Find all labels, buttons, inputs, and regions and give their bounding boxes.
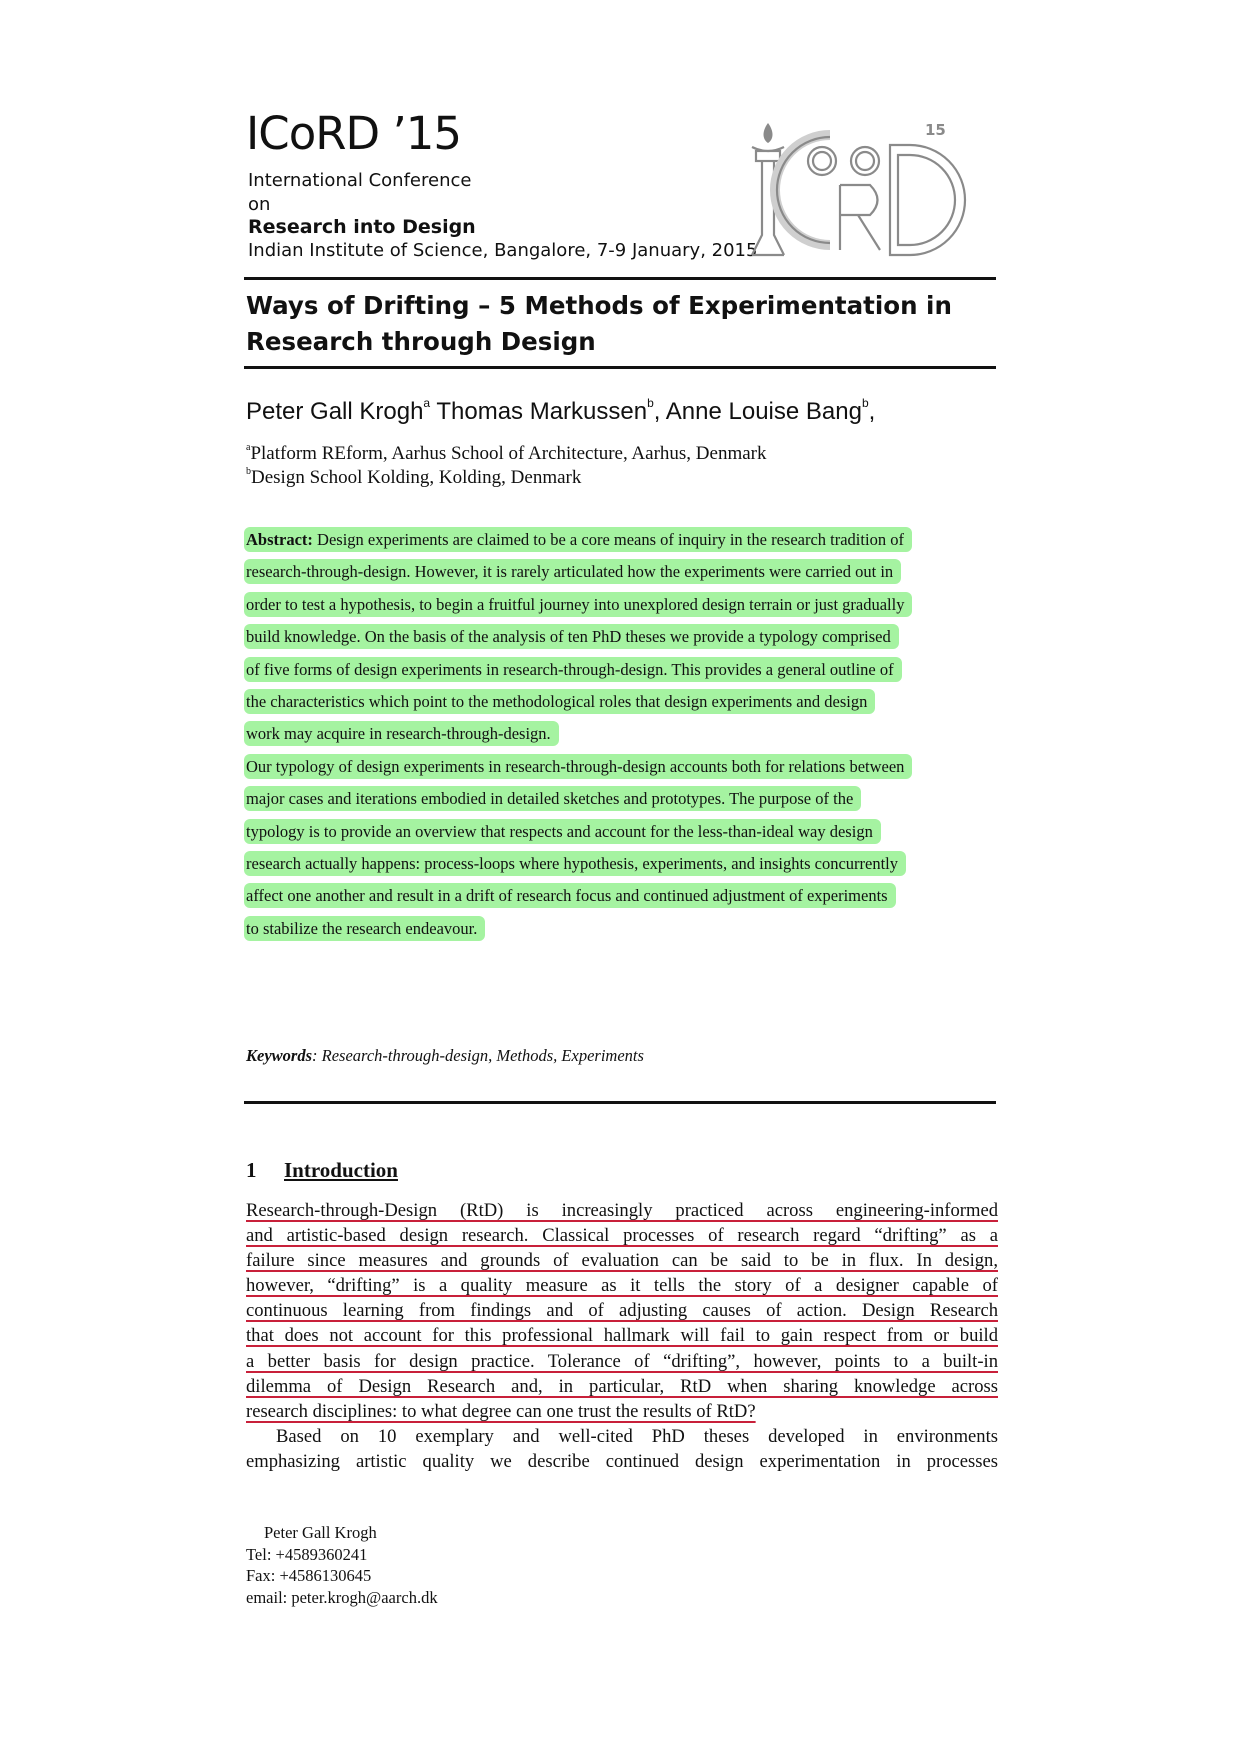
abstract-line [244,654,1014,686]
affiliation [246,442,767,465]
abstract-line [244,848,1014,880]
icord-logo-icon [740,115,990,260]
author-separator: , [868,398,876,425]
underlined-line: research disciplines: to what degree can one trust the results of RtD? [246,1400,756,1422]
abstract-line [244,913,1014,945]
highlighted-text: the characteristics which point to the methodological roles that design experiments and design [244,689,875,714]
affiliation-text: Design School Kolding, Kolding, Denmark [251,467,582,488]
author-name: Anne Louise Bang [665,398,862,425]
highlighted-text: major cases and iterations embodied in detailed sketches and prototypes. The purpose of the [244,786,861,811]
highlighted-text: order to test a hypothesis, to begin a fruitful journey into unexplored design terrain or just gradually [244,592,912,617]
abstract-line-text: Design experiments are claimed to be a core means of inquiry in the research tradition of [312,530,904,549]
author-affiliation-mark: b [647,396,654,410]
abstract-line [244,816,1014,848]
section-heading: Introduction [284,1158,398,1182]
author-affiliation-mark: b [861,396,869,410]
highlighted-text: affect one another and result in a drift of research focus and continued adjustment of experiments [244,883,896,908]
highlighted-text: typology is to provide an overview that respects and account for the less-than-ideal way design [244,819,881,844]
abstract-line [244,718,1014,750]
header-divider [244,277,996,280]
introduction-body [246,1198,998,1474]
paper-title: Ways of Drifting – 5 Methods of Experimentation in Research through Design [246,291,952,356]
section-number: 1 [246,1158,257,1182]
correspondence-footer [246,1522,438,1608]
conference-venue-line: Indian Institute of Science, Bangalore, 7-9 January, 2015 [248,240,758,261]
abstract-line [244,880,1014,912]
underlined-line: Research-through-Design (RtD) is increasingly practiced across engineering-informed [246,1200,998,1221]
affiliation-mark: a [246,442,251,453]
abstract-line [244,589,1014,621]
abstract [244,524,1014,945]
highlighted-text: build knowledge. On the basis of the analysis of ten PhD theses we provide a typology comprised [244,624,899,649]
underlined-line: that does not account for this professional hallmark will fail to gain respect from or build [246,1325,998,1347]
highlighted-text: of five forms of design experiments in research-through-design. This provides a general outline of [244,657,902,682]
affiliation-mark: b [246,466,251,477]
underlined-line: and artistic-based design research. Classical processes of research regard “drifting” as a [246,1225,998,1247]
footer-fax: Fax: +4586130645 [246,1566,372,1585]
underlined-line: continuous learning from findings and of adjusting causes of action. Design Research [246,1300,998,1322]
underlined-line: failure since measures and grounds of evaluation can be said to be in flux. In design, [246,1250,998,1272]
underlined-line: however, “drifting” is a quality measure as it tells the story of a designer capable of [246,1275,998,1297]
highlighted-text: to stabilize the research endeavour. [244,916,485,941]
footer-email[interactable]: email: peter.krogh@aarch.dk [246,1587,438,1607]
abstract-label: Abstract: [246,530,313,549]
footer-tel: Tel: +4589360241 [246,1544,368,1564]
abstract-line [244,686,1014,718]
abstract-line [244,751,1014,783]
highlighted-text: Our typology of design experiments in research-through-design accounts both for relations between [244,754,912,779]
highlighted-text [244,527,912,552]
keywords-label: Keywords [246,1046,312,1065]
author-affiliation-mark: a [423,396,431,410]
abstract-line [244,783,1014,815]
author-separator: , [653,398,666,425]
conference-name-line: International Conference [248,170,472,191]
underlined-line: a better basis for design practice. Tolerance of “drifting”, however, points to a built-in [246,1350,998,1372]
body-line: Based on 10 exemplary and well-cited PhD theses developed in environments [276,1425,998,1447]
logo-badge: 15 [925,121,946,139]
affiliation [246,466,581,489]
footer-name: Peter Gall Krogh [264,1523,377,1542]
affiliation-text: Platform REform, Aarhus School of Architecture, Aarhus, Denmark [250,443,767,464]
highlighted-text: work may acquire in research-through-design. [244,721,559,746]
keywords-divider [244,1101,996,1104]
highlighted-text: research actually happens: process-loops where hypothesis, experiments, and insights concurrently [244,851,906,876]
conference-theme-line: Research into Design [248,216,476,238]
author-list [246,396,875,426]
highlighted-text: research-through-design. However, it is rarely articulated how the experiments were carried out in [244,559,901,584]
title-divider [244,366,996,369]
keywords-text: : Research-through-design, Methods, Experiments [312,1046,644,1065]
conference-on-line: on [248,194,271,215]
underlined-line: dilemma of Design Research and, in particular, RtD when sharing knowledge across [246,1375,998,1397]
abstract-line [244,524,1014,556]
abstract-line [244,556,1014,588]
conference-acronym: ICoRD ’15 [246,107,462,160]
keywords [246,1046,644,1066]
author-name: Peter Gall Krogh [246,398,424,425]
body-line: emphasizing artistic quality we describe continued design experimentation in processes [246,1450,998,1472]
author-name: Thomas Markussen [436,398,648,425]
abstract-line [244,621,1014,653]
